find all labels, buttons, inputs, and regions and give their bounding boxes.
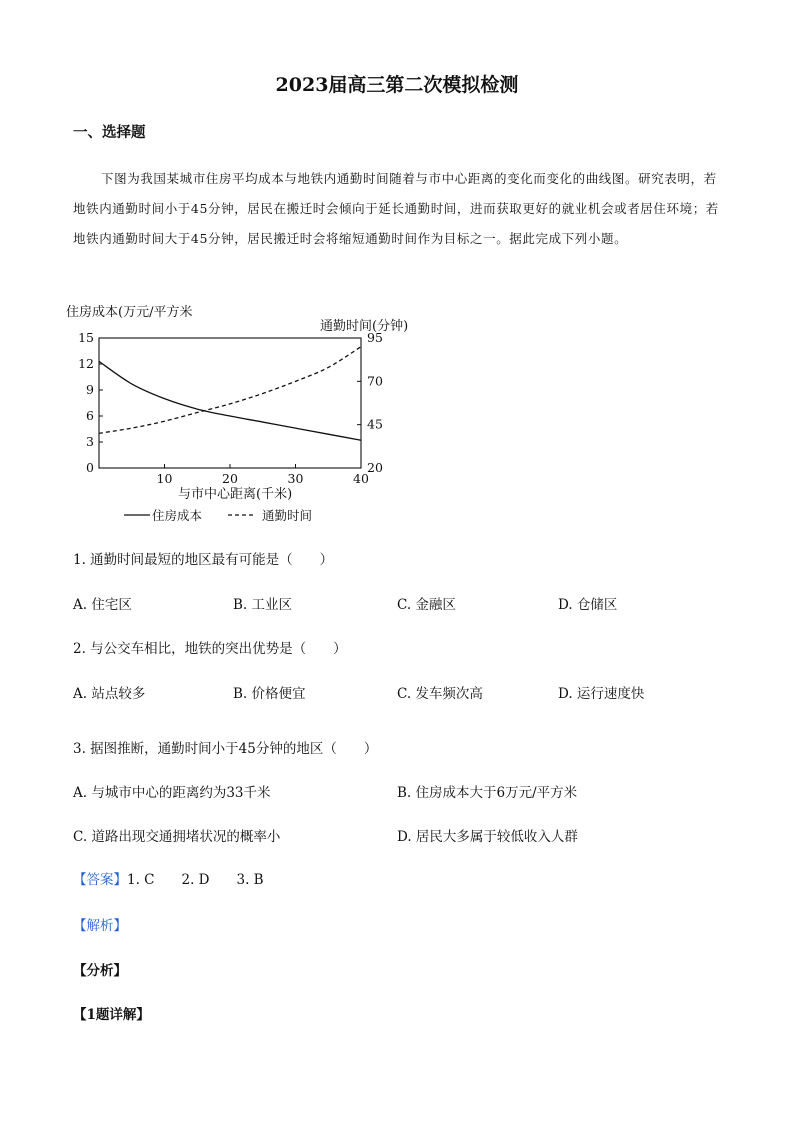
page-title: 2023届高三第二次模拟检测 [275, 74, 519, 96]
q1-option-a[interactable]: A. 住宅区 [73, 597, 132, 613]
q2-option-a[interactable]: A. 站点较多 [73, 686, 146, 702]
q2-option-b[interactable]: B. 价格便宜 [233, 686, 306, 702]
q1-option-b[interactable]: B. 工业区 [233, 597, 293, 613]
x-tick-label: 30 [287, 471, 304, 486]
y-left-tick-label: 3 [86, 434, 94, 449]
series-line-housing-cost [99, 361, 361, 440]
analysis-label: 【解析】 [73, 918, 127, 934]
q2-option-c[interactable]: C. 发车频次高 [397, 686, 483, 702]
chart [58, 298, 409, 528]
q1-option-c[interactable]: C. 金融区 [397, 597, 456, 613]
q3-option-b[interactable]: B. 住房成本大于6万元/平方米 [397, 785, 578, 801]
legend-housing-cost: 住房成本 [152, 508, 203, 523]
answer-values: 1. C 2. D 3. B [127, 872, 264, 888]
section-heading: 一、选择题 [73, 124, 146, 141]
y-right-label: 通勤时间(分钟) [320, 319, 409, 334]
q3-option-c[interactable]: C. 道路出现交通拥堵状况的概率小 [73, 829, 281, 845]
y-left-tick-label: 15 [78, 330, 94, 345]
y-left-tick-label: 6 [86, 408, 94, 423]
question-1-stem: 1. 通勤时间最短的地区最有可能是（ ） [73, 552, 334, 568]
answer-line [73, 868, 264, 888]
y-left-tick-label: 0 [86, 460, 94, 475]
intro-paragraph: 下图为我国某城市住房平均成本与地铁内通勤时间随着与市中心距离的变化而变化的曲线图。研究表明，若地铁内通勤时间小于45分钟，居民在搬迁时会倾向于延长通勤时间，进而获取更好的就业机会或者居住环境；若地铁内通勤时间大于45分钟，居民搬迁时会将缩短通勤时间作为目标之一。据此完成下列小题。 [73, 171, 719, 246]
y-left-tick-label: 12 [78, 356, 94, 371]
q3-option-d[interactable]: D. 居民大多属于较低收入人群 [397, 829, 578, 845]
q3-option-a[interactable]: A. 与城市中心的距离约为33千米 [73, 785, 271, 801]
x-tick-label: 20 [222, 471, 238, 486]
x-tick-label: 40 [353, 471, 369, 486]
x-tick-label: 10 [156, 471, 173, 486]
series-line-commute-time [99, 347, 361, 434]
y-right-tick-label: 45 [367, 416, 383, 432]
question-2-stem: 2. 与公交车相比，地铁的突出优势是（ ） [73, 641, 347, 657]
q1-option-d[interactable]: D. 仓储区 [558, 597, 618, 613]
detail-1-label: 【1题详解】 [73, 1007, 150, 1023]
y-right-tick-label: 20 [367, 460, 383, 475]
plot-frame [99, 338, 361, 468]
y-left-label: 住房成本(万元/平方米 [66, 305, 193, 320]
answer-label: 【答案】 [73, 872, 127, 888]
legend-commute-time: 通勤时间 [262, 508, 313, 523]
y-right-tick-label: 95 [367, 330, 383, 345]
y-right-tick-label: 70 [367, 373, 383, 389]
y-left-tick-label: 9 [86, 382, 94, 397]
q2-option-d[interactable]: D. 运行速度快 [558, 686, 645, 702]
question-3-stem: 3. 据图推断，通勤时间小于45分钟的地区（ ） [73, 741, 378, 757]
fenxi-label: 【分析】 [73, 963, 127, 979]
x-axis-label: 与市中心距离(千米) [178, 487, 293, 502]
